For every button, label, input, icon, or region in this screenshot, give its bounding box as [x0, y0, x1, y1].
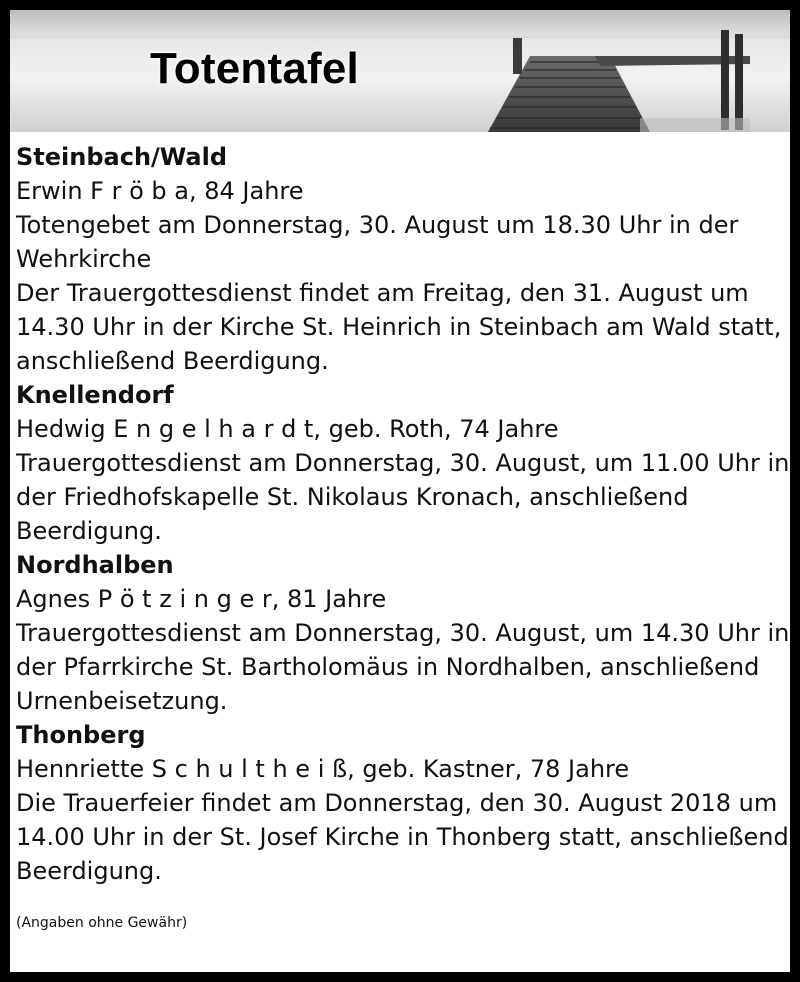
entry-line: 14.00 Uhr in der St. Josef Kirche in Thonberg statt, anschließend	[16, 823, 789, 851]
header-banner	[10, 10, 790, 132]
entry-line: Die Trauerfeier findet am Donnerstag, den 30. August 2018 um	[16, 789, 778, 817]
entry-steinbach	[16, 140, 786, 378]
entry-line: anschließend Beerdigung.	[16, 347, 329, 375]
jetty-lake-image	[10, 10, 790, 132]
entry-line: Totengebet am Donnerstag, 30. August um 18.30 Uhr in der	[16, 211, 739, 239]
entry-line: 14.30 Uhr in der Kirche St. Heinrich in Steinbach am Wald statt,	[16, 313, 782, 341]
entry-line: Trauergottesdienst am Donnerstag, 30. August, um 14.30 Uhr in	[16, 619, 790, 647]
entry-line: Trauergottesdienst am Donnerstag, 30. August, um 11.00 Uhr in	[16, 449, 790, 477]
entry-line: Wehrkirche	[16, 245, 152, 273]
entry-line: Urnenbeisetzung.	[16, 687, 228, 715]
entry-thonberg	[16, 718, 789, 888]
entry-line: der Friedhofskapelle St. Nikolaus Kronach, anschließend	[16, 483, 689, 511]
entry-line: Erwin F r ö b a, 84 Jahre	[16, 177, 304, 205]
entry-line: Agnes P ö t z i n g e r, 81 Jahre	[16, 585, 387, 613]
entry-nordhalben	[16, 548, 790, 718]
entry-line: Der Trauergottesdienst findet am Freitag, den 31. August um	[16, 279, 749, 307]
disclaimer-note: (Angaben ohne Gewähr)	[16, 915, 188, 931]
place-heading: Steinbach/Wald	[16, 143, 228, 171]
entry-line: Beerdigung.	[16, 857, 162, 885]
obituary-list	[16, 140, 790, 888]
place-heading: Thonberg	[16, 721, 146, 749]
place-heading: Knellendorf	[16, 381, 174, 409]
entry-line: Hedwig E n g e l h a r d t, geb. Roth, 74 Jahre	[16, 415, 559, 443]
entry-line: Hennriette S c h u l t h e i ß, geb. Kastner, 78 Jahre	[16, 755, 630, 783]
entry-knellendorf	[16, 378, 790, 548]
place-heading: Nordhalben	[16, 551, 174, 579]
page-title: Totentafel	[150, 44, 359, 93]
entry-line: der Pfarrkirche St. Bartholomäus in Nordhalben, anschließend	[16, 653, 760, 681]
entry-line: Beerdigung.	[16, 517, 162, 545]
